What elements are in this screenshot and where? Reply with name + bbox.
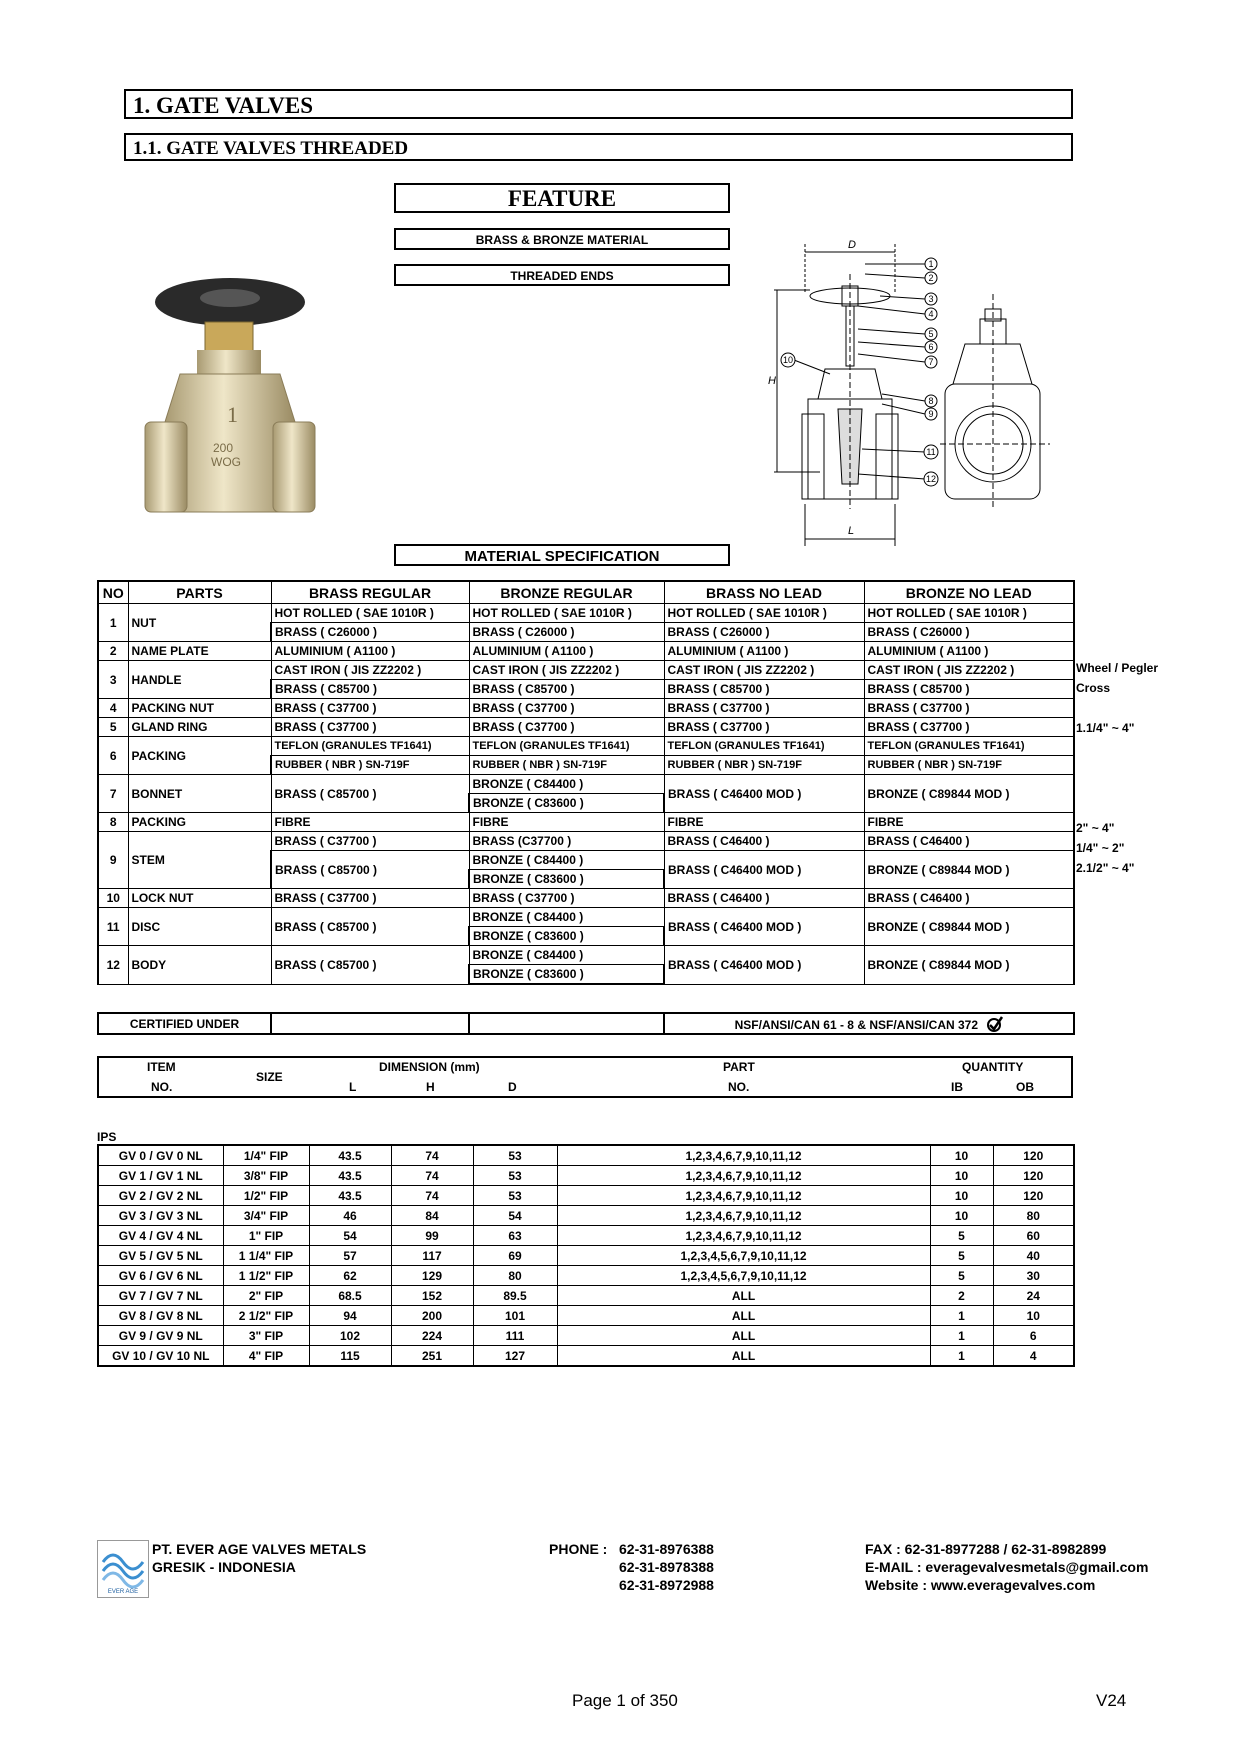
certified-under-label: CERTIFIED UNDER bbox=[98, 1013, 271, 1034]
item-no: GV 7 / GV 7 NL bbox=[98, 1286, 223, 1306]
feature-item-ends: THREADED ENDS bbox=[394, 264, 730, 286]
table-cell: ALUMINIUM ( A1100 ) bbox=[864, 642, 1074, 661]
header-no: NO bbox=[98, 581, 128, 604]
size: 1 1/4" FIP bbox=[223, 1246, 309, 1266]
qty-ib: 10 bbox=[930, 1145, 993, 1166]
table-row bbox=[98, 775, 1074, 794]
side-note: 1/4" ~ 2" bbox=[1076, 841, 1125, 855]
table-cell bbox=[271, 1013, 469, 1034]
table-cell: CAST IRON ( JIS ZZ2202 ) bbox=[469, 661, 664, 680]
phone-label: PHONE : bbox=[549, 1541, 608, 1557]
dim-h: 84 bbox=[391, 1206, 473, 1226]
table-cell: RUBBER ( NBR ) SN-719F bbox=[271, 756, 469, 775]
table-cell: BRASS ( C46400 MOD ) bbox=[664, 851, 864, 889]
header-dimension: DIMENSION (mm) bbox=[379, 1060, 480, 1074]
table-cell: HOT ROLLED ( SAE 1010R ) bbox=[664, 604, 864, 623]
part-no: 4 bbox=[98, 699, 128, 718]
header-part-no: NO. bbox=[728, 1080, 750, 1094]
size: 2 1/2" FIP bbox=[223, 1306, 309, 1326]
header-h: H bbox=[426, 1080, 435, 1094]
table-cell: BRONZE ( C83600 ) bbox=[469, 965, 664, 985]
table-cell: BRASS ( C85700 ) bbox=[664, 680, 864, 699]
table-cell: CAST IRON ( JIS ZZ2202 ) bbox=[864, 661, 1074, 680]
item-no: GV 6 / GV 6 NL bbox=[98, 1266, 223, 1286]
table-cell: RUBBER ( NBR ) SN-719F bbox=[664, 756, 864, 775]
table-cell: BRASS ( C37700 ) bbox=[271, 699, 469, 718]
table-cell: BRONZE ( C83600 ) bbox=[469, 794, 664, 813]
nsf-check-icon bbox=[987, 1016, 1003, 1032]
table-cell: BRASS (C37700 ) bbox=[469, 832, 664, 851]
table-cell: BRONZE ( C89844 MOD ) bbox=[864, 851, 1074, 889]
size: 3" FIP bbox=[223, 1326, 309, 1346]
svg-text:2: 2 bbox=[928, 273, 934, 283]
dim-d: 53 bbox=[473, 1186, 557, 1206]
dim-l: 115 bbox=[309, 1346, 391, 1367]
certification-row bbox=[97, 1012, 1075, 1035]
item-no: GV 2 / GV 2 NL bbox=[98, 1186, 223, 1206]
qty-ib: 10 bbox=[930, 1206, 993, 1226]
size: 3/4" FIP bbox=[223, 1206, 309, 1226]
side-note: Cross bbox=[1076, 681, 1111, 695]
header-item: ITEM bbox=[147, 1060, 176, 1074]
feature-item-material: BRASS & BRONZE MATERIAL bbox=[394, 228, 730, 250]
table-cell: BRONZE ( C84400 ) bbox=[469, 775, 664, 794]
part-no-list: 1,2,3,4,6,7,9,10,11,12 bbox=[557, 1186, 930, 1206]
dim-h: 74 bbox=[391, 1186, 473, 1206]
table-cell: TEFLON (GRANULES TF1641) bbox=[469, 737, 664, 756]
size: 3/8" FIP bbox=[223, 1166, 309, 1186]
dim-h-label: H bbox=[768, 375, 776, 387]
table-cell: CAST IRON ( JIS ZZ2202 ) bbox=[664, 661, 864, 680]
item-no: GV 0 / GV 0 NL bbox=[98, 1145, 223, 1166]
size: 1" FIP bbox=[223, 1226, 309, 1246]
qty-ob: 24 bbox=[993, 1286, 1074, 1306]
header-ib: IB bbox=[951, 1080, 963, 1094]
table-cell: FIBRE bbox=[469, 813, 664, 832]
table-cell: BRASS ( C85700 ) bbox=[271, 680, 469, 699]
table-cell: BRASS ( C46400 ) bbox=[864, 832, 1074, 851]
table-row bbox=[98, 1186, 1074, 1206]
dim-d: 101 bbox=[473, 1306, 557, 1326]
part-no-list: 1,2,3,4,5,6,7,9,10,11,12 bbox=[557, 1266, 930, 1286]
part-name: DISC bbox=[128, 908, 271, 946]
table-cell: BRASS ( C85700 ) bbox=[864, 680, 1074, 699]
table-row bbox=[98, 1246, 1074, 1266]
qty-ob: 120 bbox=[993, 1186, 1074, 1206]
table-row bbox=[98, 737, 1074, 756]
part-no-list: ALL bbox=[557, 1286, 930, 1306]
header-l: L bbox=[349, 1080, 357, 1094]
table-row bbox=[98, 604, 1074, 623]
dim-h: 74 bbox=[391, 1166, 473, 1186]
dim-h: 200 bbox=[391, 1306, 473, 1326]
dim-h: 224 bbox=[391, 1326, 473, 1346]
qty-ob: 6 bbox=[993, 1326, 1074, 1346]
table-cell: TEFLON (GRANULES TF1641) bbox=[864, 737, 1074, 756]
table-cell: BRONZE ( C84400 ) bbox=[469, 946, 664, 965]
table-cell: BRASS ( C46400 MOD ) bbox=[664, 908, 864, 946]
dim-l: 43.5 bbox=[309, 1166, 391, 1186]
valve-drawing bbox=[770, 234, 1080, 554]
table-cell: BRASS ( C37700 ) bbox=[664, 718, 864, 737]
svg-text:12: 12 bbox=[925, 474, 937, 484]
page-number: Page 1 of 350 bbox=[572, 1691, 678, 1710]
size: 1/4" FIP bbox=[223, 1145, 309, 1166]
qty-ib: 1 bbox=[930, 1306, 993, 1326]
part-no: 6 bbox=[98, 737, 128, 775]
version-label: V24 bbox=[1096, 1691, 1127, 1710]
header-d: D bbox=[508, 1080, 517, 1094]
table-row bbox=[98, 699, 1074, 718]
dim-h: 99 bbox=[391, 1226, 473, 1246]
certification-text: NSF/ANSI/CAN 61 - 8 & NSF/ANSI/CAN 372 bbox=[734, 1017, 979, 1032]
table-cell: BRONZE ( C84400 ) bbox=[469, 908, 664, 927]
qty-ib: 10 bbox=[930, 1166, 993, 1186]
material-spec-title: MATERIAL SPECIFICATION bbox=[394, 544, 730, 566]
part-name: STEM bbox=[128, 832, 271, 889]
header-size: SIZE bbox=[256, 1070, 283, 1084]
phone-number: 62-31-8978388 bbox=[619, 1559, 714, 1575]
size: 1 1/2" FIP bbox=[223, 1266, 309, 1286]
table-cell: BRASS ( C37700 ) bbox=[864, 699, 1074, 718]
table-row bbox=[98, 1306, 1074, 1326]
dim-h: 117 bbox=[391, 1246, 473, 1266]
table-cell: BRASS ( C85700 ) bbox=[469, 680, 664, 699]
table-cell: BRONZE ( C89844 MOD ) bbox=[864, 908, 1074, 946]
part-no-list: ALL bbox=[557, 1306, 930, 1326]
part-name: HANDLE bbox=[128, 661, 271, 699]
part-name: PACKING NUT bbox=[128, 699, 271, 718]
table-cell: BRASS ( C37700 ) bbox=[469, 699, 664, 718]
table-row bbox=[98, 1206, 1074, 1226]
header-part: PART bbox=[723, 1060, 755, 1074]
table-cell: BRONZE ( C89844 MOD ) bbox=[864, 775, 1074, 813]
qty-ob: 30 bbox=[993, 1266, 1074, 1286]
qty-ib: 5 bbox=[930, 1226, 993, 1246]
item-no: GV 10 / GV 10 NL bbox=[98, 1346, 223, 1367]
table-cell: FIBRE bbox=[864, 813, 1074, 832]
side-note: 1.1/4" ~ 4" bbox=[1076, 721, 1135, 735]
part-no-list: 1,2,3,4,6,7,9,10,11,12 bbox=[557, 1145, 930, 1166]
table-cell: BRASS ( C37700 ) bbox=[271, 832, 469, 851]
dim-d: 63 bbox=[473, 1226, 557, 1246]
svg-text:9: 9 bbox=[928, 409, 934, 419]
section-title: 1. GATE VALVES bbox=[124, 89, 1073, 119]
svg-text:6: 6 bbox=[928, 342, 934, 352]
item-no: GV 3 / GV 3 NL bbox=[98, 1206, 223, 1226]
svg-text:EVER AGE: EVER AGE bbox=[107, 1589, 139, 1595]
svg-text:5: 5 bbox=[928, 329, 934, 339]
dim-d: 53 bbox=[473, 1166, 557, 1186]
table-row bbox=[98, 642, 1074, 661]
svg-text:WOG: WOG bbox=[211, 455, 241, 469]
table-cell: CAST IRON ( JIS ZZ2202 ) bbox=[271, 661, 469, 680]
table-row bbox=[98, 1286, 1074, 1306]
table-row bbox=[98, 1346, 1074, 1367]
header-bronze-no-lead: BRONZE NO LEAD bbox=[864, 581, 1074, 604]
header-brass-regular: BRASS REGULAR bbox=[271, 581, 469, 604]
table-row bbox=[98, 1145, 1074, 1166]
svg-text:10: 10 bbox=[782, 355, 794, 365]
svg-text:3: 3 bbox=[928, 294, 934, 304]
table-cell: BRASS ( C85700 ) bbox=[271, 908, 469, 946]
fax: FAX : 62-31-8977288 / 62-31-8982899 bbox=[865, 1541, 1107, 1557]
table-row bbox=[98, 661, 1074, 680]
email[interactable]: E-MAIL : everagevalvesmetals@gmail.com bbox=[865, 1559, 1149, 1575]
svg-text:7: 7 bbox=[928, 357, 934, 367]
dim-l: 43.5 bbox=[309, 1186, 391, 1206]
table-cell: BRASS ( C46400 ) bbox=[664, 832, 864, 851]
material-spec-table bbox=[97, 580, 1075, 985]
item-no: GV 8 / GV 8 NL bbox=[98, 1306, 223, 1326]
table-cell: TEFLON (GRANULES TF1641) bbox=[664, 737, 864, 756]
dim-h: 129 bbox=[391, 1266, 473, 1286]
dim-d: 53 bbox=[473, 1145, 557, 1166]
certification-value bbox=[664, 1013, 1074, 1034]
dim-h: 251 bbox=[391, 1346, 473, 1367]
header-parts: PARTS bbox=[128, 581, 271, 604]
table-row bbox=[98, 946, 1074, 965]
table-row bbox=[98, 1166, 1074, 1186]
part-no: 8 bbox=[98, 813, 128, 832]
table-cell: BRONZE ( C83600 ) bbox=[469, 927, 664, 946]
table-cell: BRONZE ( C89844 MOD ) bbox=[864, 946, 1074, 985]
table-cell: BRASS ( C85700 ) bbox=[271, 851, 469, 889]
dim-l: 68.5 bbox=[309, 1286, 391, 1306]
dim-l: 102 bbox=[309, 1326, 391, 1346]
table-cell: BRASS ( C46400 ) bbox=[664, 889, 864, 908]
svg-text:1: 1 bbox=[928, 259, 934, 269]
table-cell: BRONZE ( C83600 ) bbox=[469, 870, 664, 889]
qty-ob: 60 bbox=[993, 1226, 1074, 1246]
qty-ob: 4 bbox=[993, 1346, 1074, 1367]
table-row bbox=[98, 718, 1074, 737]
company-location: GRESIK - INDONESIA bbox=[152, 1559, 296, 1575]
header-ob: OB bbox=[1016, 1080, 1034, 1094]
part-no: 2 bbox=[98, 642, 128, 661]
qty-ob: 80 bbox=[993, 1206, 1074, 1226]
qty-ib: 1 bbox=[930, 1346, 993, 1367]
dim-h: 74 bbox=[391, 1145, 473, 1166]
dim-l: 43.5 bbox=[309, 1145, 391, 1166]
part-no-list: 1,2,3,4,6,7,9,10,11,12 bbox=[557, 1206, 930, 1226]
item-no: GV 1 / GV 1 NL bbox=[98, 1166, 223, 1186]
table-row bbox=[98, 908, 1074, 927]
table-cell: RUBBER ( NBR ) SN-719F bbox=[864, 756, 1074, 775]
part-no: 9 bbox=[98, 832, 128, 889]
part-name: GLAND RING bbox=[128, 718, 271, 737]
part-no: 10 bbox=[98, 889, 128, 908]
qty-ib: 5 bbox=[930, 1246, 993, 1266]
header-bronze-regular: BRONZE REGULAR bbox=[469, 581, 664, 604]
qty-ib: 2 bbox=[930, 1286, 993, 1306]
qty-ib: 5 bbox=[930, 1266, 993, 1286]
dimension-table bbox=[97, 1144, 1075, 1367]
table-row bbox=[98, 1266, 1074, 1286]
dim-d: 111 bbox=[473, 1326, 557, 1346]
company-name: PT. EVER AGE VALVES METALS bbox=[152, 1541, 367, 1557]
table-cell: HOT ROLLED ( SAE 1010R ) bbox=[271, 604, 469, 623]
header-quantity: QUANTITY bbox=[962, 1060, 1024, 1074]
part-no-list: 1,2,3,4,5,6,7,9,10,11,12 bbox=[557, 1246, 930, 1266]
part-no: 3 bbox=[98, 661, 128, 699]
table-cell: BRASS ( C37700 ) bbox=[469, 889, 664, 908]
part-no-list: 1,2,3,4,6,7,9,10,11,12 bbox=[557, 1226, 930, 1246]
part-no: 12 bbox=[98, 946, 128, 985]
part-no: 7 bbox=[98, 775, 128, 813]
material-header-row bbox=[98, 581, 1074, 604]
part-no: 11 bbox=[98, 908, 128, 946]
item-no: GV 4 / GV 4 NL bbox=[98, 1226, 223, 1246]
dim-d-label: D bbox=[848, 239, 856, 251]
svg-text:200: 200 bbox=[213, 441, 234, 455]
phone-number: 62-31-8976388 bbox=[619, 1541, 714, 1557]
table-cell: BRASS ( C85700 ) bbox=[271, 946, 469, 985]
part-no: 1 bbox=[98, 604, 128, 642]
table-cell: BRASS ( C37700 ) bbox=[271, 889, 469, 908]
table-row bbox=[98, 1226, 1074, 1246]
qty-ob: 120 bbox=[993, 1166, 1074, 1186]
svg-text:8: 8 bbox=[928, 396, 934, 406]
table-cell: ALUMINIUM ( A1100 ) bbox=[271, 642, 469, 661]
table-cell: TEFLON (GRANULES TF1641) bbox=[271, 737, 469, 756]
part-no-list: ALL bbox=[557, 1346, 930, 1367]
phone-number: 62-31-8972988 bbox=[619, 1577, 714, 1593]
dim-d: 127 bbox=[473, 1346, 557, 1367]
size: 4" FIP bbox=[223, 1346, 309, 1367]
header-item-no: NO. bbox=[151, 1080, 173, 1094]
qty-ob: 40 bbox=[993, 1246, 1074, 1266]
table-cell: HOT ROLLED ( SAE 1010R ) bbox=[864, 604, 1074, 623]
part-name: NUT bbox=[128, 604, 271, 642]
dimension-header bbox=[97, 1056, 1073, 1098]
dim-d: 80 bbox=[473, 1266, 557, 1286]
feature-title: FEATURE bbox=[394, 183, 730, 213]
size: 2" FIP bbox=[223, 1286, 309, 1306]
table-cell: ALUMINIUM ( A1100 ) bbox=[469, 642, 664, 661]
part-name: LOCK NUT bbox=[128, 889, 271, 908]
dim-h: 152 bbox=[391, 1286, 473, 1306]
table-cell bbox=[469, 1013, 664, 1034]
dim-d: 69 bbox=[473, 1246, 557, 1266]
side-note: Wheel / Pegler bbox=[1076, 661, 1159, 675]
part-name: BONNET bbox=[128, 775, 271, 813]
dim-l: 62 bbox=[309, 1266, 391, 1286]
dim-d: 54 bbox=[473, 1206, 557, 1226]
dim-l: 57 bbox=[309, 1246, 391, 1266]
header-brass-no-lead: BRASS NO LEAD bbox=[664, 581, 864, 604]
table-row bbox=[98, 832, 1074, 851]
table-cell: BRASS ( C37700 ) bbox=[664, 699, 864, 718]
qty-ib: 10 bbox=[930, 1186, 993, 1206]
table-row bbox=[98, 813, 1074, 832]
item-no: GV 9 / GV 9 NL bbox=[98, 1326, 223, 1346]
part-name: BODY bbox=[128, 946, 271, 985]
table-cell: BRONZE ( C84400 ) bbox=[469, 851, 664, 870]
table-cell: BRASS ( C85700 ) bbox=[271, 775, 469, 813]
table-cell: BRASS ( C46400 ) bbox=[864, 889, 1074, 908]
company-logo bbox=[97, 1540, 149, 1598]
size: 1/2" FIP bbox=[223, 1186, 309, 1206]
dim-l: 94 bbox=[309, 1306, 391, 1326]
item-no: GV 5 / GV 5 NL bbox=[98, 1246, 223, 1266]
table-cell: RUBBER ( NBR ) SN-719F bbox=[469, 756, 664, 775]
dim-l: 54 bbox=[309, 1226, 391, 1246]
table-cell: BRASS ( C26000 ) bbox=[664, 623, 864, 642]
table-cell: BRASS ( C26000 ) bbox=[469, 623, 664, 642]
part-no: 5 bbox=[98, 718, 128, 737]
table-row bbox=[98, 889, 1074, 908]
side-note: 2" ~ 4" bbox=[1076, 821, 1115, 835]
part-name: NAME PLATE bbox=[128, 642, 271, 661]
table-cell: ALUMINIUM ( A1100 ) bbox=[664, 642, 864, 661]
website[interactable]: Website : www.everagevalves.com bbox=[865, 1577, 1096, 1593]
table-cell: BRASS ( C37700 ) bbox=[864, 718, 1074, 737]
table-cell: BRASS ( C26000 ) bbox=[271, 623, 469, 642]
qty-ob: 10 bbox=[993, 1306, 1074, 1326]
dim-l: 46 bbox=[309, 1206, 391, 1226]
table-cell: BRASS ( C46400 MOD ) bbox=[664, 775, 864, 813]
part-no-list: 1,2,3,4,6,7,9,10,11,12 bbox=[557, 1166, 930, 1186]
table-cell: FIBRE bbox=[271, 813, 469, 832]
svg-text:4: 4 bbox=[928, 309, 934, 319]
svg-text:11: 11 bbox=[926, 447, 936, 457]
qty-ib: 1 bbox=[930, 1326, 993, 1346]
dim-d: 89.5 bbox=[473, 1286, 557, 1306]
part-no-list: ALL bbox=[557, 1326, 930, 1346]
svg-text:1: 1 bbox=[227, 402, 238, 427]
dim-l-label: L bbox=[848, 525, 855, 537]
part-name: PACKING bbox=[128, 813, 271, 832]
table-cell: BRASS ( C37700 ) bbox=[469, 718, 664, 737]
table-cell: BRASS ( C37700 ) bbox=[271, 718, 469, 737]
subsection-title: 1.1. GATE VALVES THREADED bbox=[124, 133, 1073, 161]
table-row bbox=[98, 1326, 1074, 1346]
table-cell: BRASS ( C46400 MOD ) bbox=[664, 946, 864, 985]
side-note: 2.1/2" ~ 4" bbox=[1076, 861, 1135, 875]
qty-ob: 120 bbox=[993, 1145, 1074, 1166]
part-name: PACKING bbox=[128, 737, 271, 775]
valve-photo bbox=[145, 272, 345, 527]
group-label: IPS bbox=[97, 1130, 117, 1144]
table-cell: FIBRE bbox=[664, 813, 864, 832]
table-cell: HOT ROLLED ( SAE 1010R ) bbox=[469, 604, 664, 623]
table-cell: BRASS ( C26000 ) bbox=[864, 623, 1074, 642]
